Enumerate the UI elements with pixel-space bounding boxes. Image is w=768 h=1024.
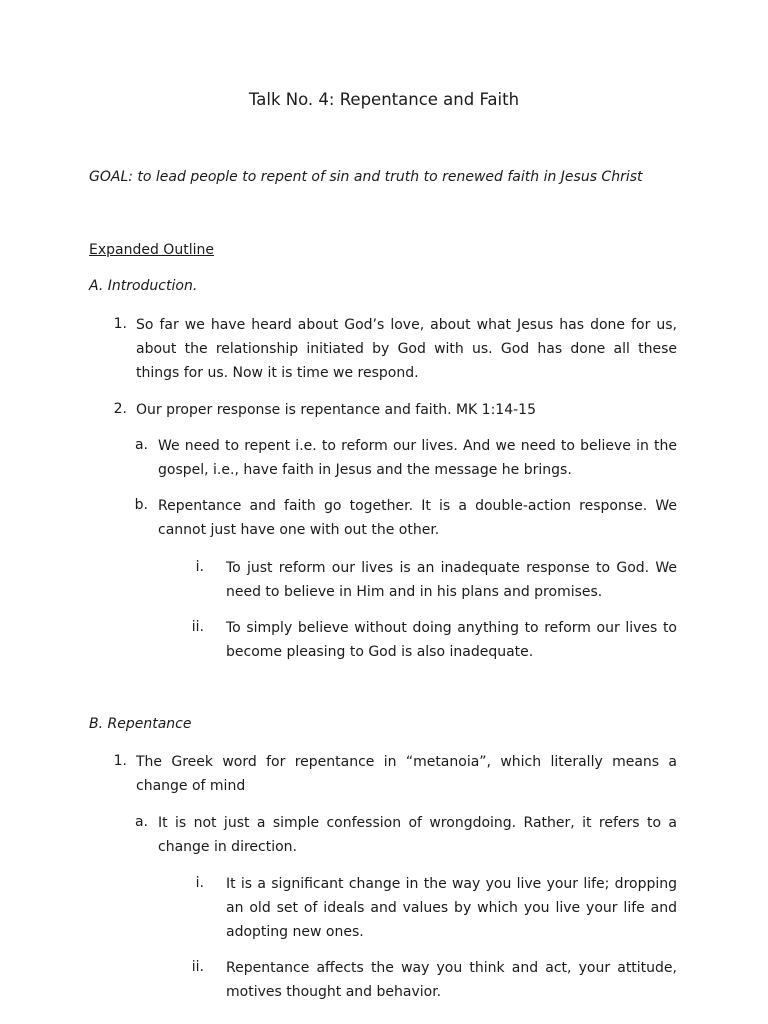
- outline-heading: Expanded Outline: [89, 242, 214, 258]
- list-item-a2: Our proper response is repentance and faith. MK 1:14-15: [136, 402, 536, 418]
- list-item-b1: The Greek word for repentance in “metanoia”, which literally means a change of mind: [136, 754, 677, 794]
- list-item-a2bi: To just reform our lives is an inadequate response to God. We need to believe in Him and in his plans and promises.: [226, 560, 677, 600]
- list-item-a2bii: To simply believe without doing anything to reform our lives to become pleasing to God is also inadequate.: [226, 620, 677, 660]
- list-marker: b.: [134, 497, 148, 513]
- list-item-b1aii: Repentance affects the way you think and act, your attitude, motives thought and behavior.: [226, 960, 677, 1000]
- list-marker: i.: [195, 875, 204, 891]
- section-a-heading: A. Introduction.: [89, 278, 198, 294]
- list-item-b1ai: It is a significant change in the way you live your life; dropping an old set of ideals and values by which you live your life and adopting new ones.: [226, 876, 677, 940]
- list-marker: 1.: [113, 753, 127, 769]
- list-marker: a.: [134, 437, 148, 453]
- list-marker: 1.: [113, 316, 127, 332]
- list-item-a2b: Repentance and faith go together. It is a double-action response. We cannot just have one with out the other.: [158, 498, 677, 538]
- section-b-heading: B. Repentance: [89, 716, 192, 732]
- list-marker: a.: [134, 814, 148, 830]
- list-marker: i.: [195, 559, 204, 575]
- list-item-a2a: We need to repent i.e. to reform our lives. And we need to believe in the gospel, i.e., have faith in Jesus and the message he brings.: [158, 438, 677, 478]
- list-item-b1a: It is not just a simple confession of wrongdoing. Rather, it refers to a change in direction.: [158, 815, 677, 855]
- list-marker: ii.: [191, 619, 204, 635]
- page-title: Talk No. 4: Repentance and Faith: [248, 90, 520, 109]
- list-marker: ii.: [191, 959, 204, 975]
- list-marker: 2.: [113, 401, 127, 417]
- list-item-a1: So far we have heard about God’s love, about what Jesus has done for us, about the relationship initiated by God with us. God has done all these things for us. Now it is time we respond.: [136, 317, 677, 381]
- goal-statement: GOAL: to lead people to repent of sin and truth to renewed faith in Jesus Christ: [89, 169, 643, 185]
